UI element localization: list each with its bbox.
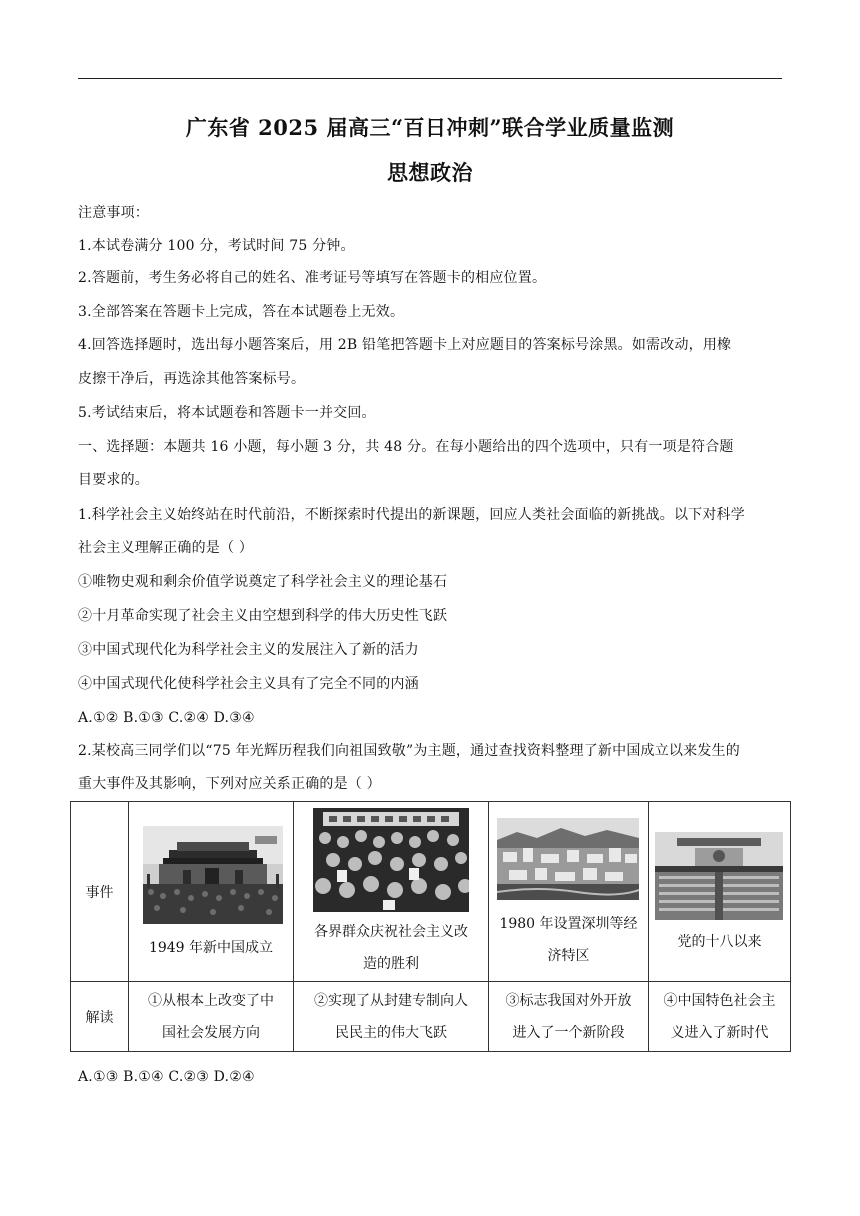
question-1-statement: ③中国式现代化为科学社会主义的发展注入了新的活力 [78,642,419,658]
interpretation-text: ①从根本上改变了中 [148,992,274,1009]
interpretation-cell [489,982,649,1052]
interpretation-text: 民民主的伟大飞跃 [335,1024,447,1041]
event-caption: 党的十八以来 [677,933,762,950]
question-2-stem-cont: 重大事件及其影响，下列对应关系正确的是（ ） [78,776,381,792]
interpretation-cell [129,982,294,1052]
event-caption: 济特区 [547,947,590,964]
exam-title: 广东省 2025 届高三“百日冲刺”联合学业质量监测 [185,115,675,140]
interpretation-cell [294,982,489,1052]
tiananmen-1949-photo [143,826,283,924]
crowd-celebration-photo [313,808,469,912]
question-1-statement: ①唯物史观和剩余价值学说奠定了科学社会主义的理论基石 [78,574,448,590]
row-label-interpretation: 解读 [71,982,129,1052]
interpretation-text: 国社会发展方向 [162,1024,260,1041]
congress-hall-photo [655,832,783,920]
shenzhen-city-photo [497,818,639,900]
event-caption: 1949 年新中国成立 [148,939,274,956]
question-1-stem-cont: 社会主义理解正确的是（ ） [78,540,254,556]
interpretation-text: ④中国特色社会主 [663,992,776,1009]
notice-heading: 注意事项： [78,205,149,221]
section-heading-cont: 目要求的。 [78,472,149,488]
notice-item: 4.回答选择题时，选出每小题答案后，用 2B 铅笔把答题卡上对应题目的答案标号涂黑。如需改动，用橡 [78,337,732,353]
interpretation-cell [649,982,791,1052]
question-2-answer-options: A.①③ B.①④ C.②③ D.②④ [78,1069,255,1085]
event-caption: 各界群众庆祝社会主义改 [314,923,468,940]
notice-item: 皮擦干净后，再选涂其他答案标号。 [78,371,306,387]
interpretation-text: 义进入了新时代 [670,1024,769,1041]
notice-item: 2.答题前，考生务必将自己的姓名、准考证号等填写在答题卡的相应位置。 [78,270,547,286]
interpretation-text: ②实现了从封建专制向人 [314,992,468,1009]
event-caption: 1980 年设置深圳等经 [499,915,638,932]
question-1-stem: 1.科学社会主义始终站在时代前沿，不断探索时代提出的新课题，回应人类社会面临的新挑战。以下对科学 [78,507,745,523]
notice-item: 5.考试结束后，将本试题卷和答题卡一并交回。 [78,405,376,421]
question-2-stem: 2.某校高三同学们以“75 年光辉历程我们向祖国致敬”为主题，通过查找资料整理了新中国成立以来发生的 [78,743,740,759]
section-heading: 一、选择题：本题共 16 小题，每小题 3 分，共 48 分。在每小题给出的四个选项中，只有一项是符合题 [78,439,734,455]
question-1-statement: ②十月革命实现了社会主义由空想到科学的伟大历史性飞跃 [78,608,448,624]
question-1-statement: ④中国式现代化使科学社会主义具有了完全不同的内涵 [78,676,419,692]
question-1-answer-options: A.①② B.①③ C.②④ D.③④ [78,710,255,726]
header-rule [78,78,782,79]
interpretation-text: 进入了一个新阶段 [512,1024,625,1041]
notice-item: 3.全部答案在答题卡上完成，答在本试题卷上无效。 [78,304,405,320]
exam-subject: 思想政治 [387,160,473,185]
interpretation-row [71,982,791,1052]
row-label-events: 事件 [71,802,129,982]
notice-item: 1.本试卷满分 100 分，考试时间 75 分钟。 [78,238,355,254]
interpretation-text: ③标志我国对外开放 [505,992,632,1009]
event-caption: 造的胜利 [363,955,419,972]
